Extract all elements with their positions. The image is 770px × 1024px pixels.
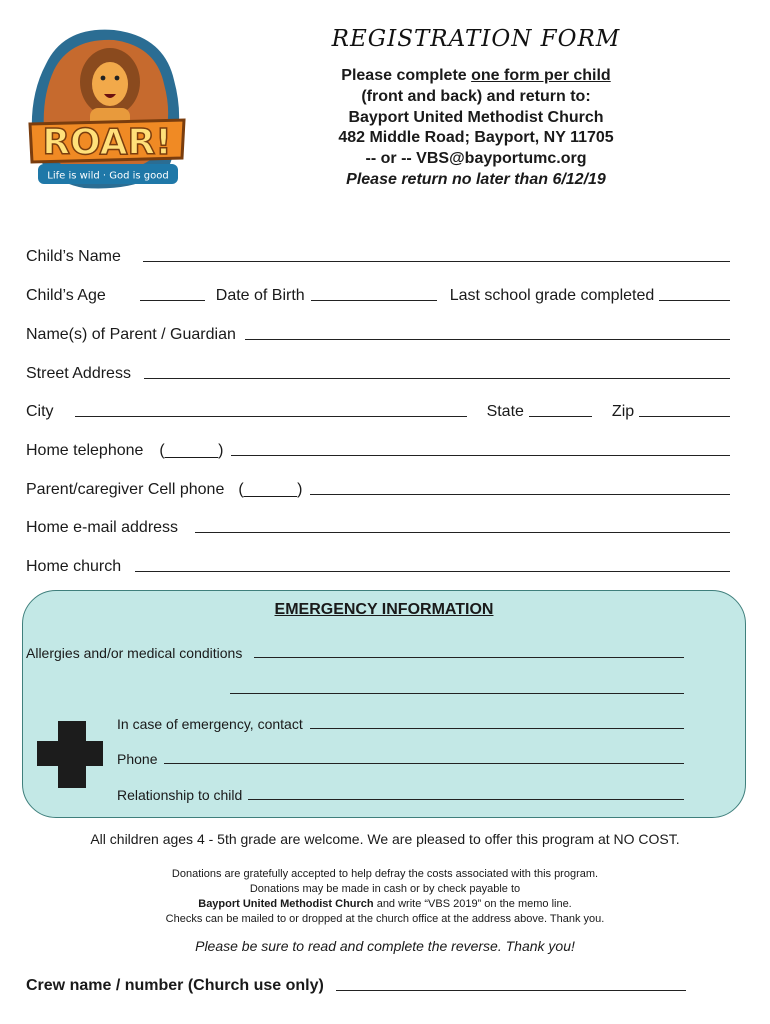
email-field[interactable] [195, 532, 730, 533]
street-label: Street Address [26, 365, 131, 382]
city-state-zip-row [26, 397, 730, 421]
street-row [26, 359, 730, 383]
relationship-label: Relationship to child [117, 787, 243, 803]
church-address: 482 Middle Road; Bayport, NY 11705 [338, 129, 614, 147]
zip-label: Zip [611, 403, 635, 420]
street-field[interactable] [144, 378, 730, 379]
reverse-side-note: Please be sure to read and complete the reverse. Thank you! [195, 938, 575, 954]
dob-label: Date of Birth [215, 287, 305, 304]
home-phone-label: Home telephone [26, 442, 144, 459]
emergency-phone-field[interactable] [164, 763, 684, 764]
relationship-row [117, 783, 684, 803]
emergency-phone-row [117, 747, 684, 767]
form-title: REGISTRATION FORM [331, 26, 621, 52]
age-dob-grade-row [26, 281, 730, 305]
email-row [26, 513, 730, 537]
church-name: Bayport United Methodist Church [348, 108, 604, 126]
logo-tagline: Life is wild · God is good [47, 170, 169, 182]
grade-field[interactable] [659, 300, 730, 301]
medical-cross-icon-bar [37, 741, 103, 766]
memo-instruction: and write “VBS 2019” on the memo line. [373, 898, 572, 910]
child-age-field[interactable] [140, 300, 205, 301]
child-name-field[interactable] [143, 261, 730, 262]
child-name-row [26, 242, 730, 266]
instruction-line2: (front and back) and return to: [361, 87, 591, 105]
parent-row [26, 320, 730, 344]
emergency-contact-row [117, 712, 684, 732]
crew-row [26, 971, 686, 995]
home-phone-area-code[interactable]: (______) [159, 442, 224, 459]
donations-notice [0, 867, 770, 927]
payee-name: Bayport United Methodist Church [198, 898, 374, 910]
donations-line4: Checks can be mailed to or dropped at the church office at the address above. Thank you. [165, 913, 605, 925]
allergies-field-line2[interactable] [230, 693, 684, 694]
emergency-contact-field[interactable] [310, 728, 684, 729]
roar-vbs-logo [24, 24, 192, 196]
instruction-underlined: one form per child [471, 67, 611, 84]
parent-field[interactable] [245, 339, 730, 340]
city-label: City [26, 403, 54, 420]
relationship-field[interactable] [248, 799, 684, 800]
home-church-row [26, 552, 730, 576]
donations-line2: Donations may be made in cash or by check payable to [249, 883, 521, 895]
home-phone-row [26, 436, 730, 460]
cell-phone-label: Parent/caregiver Cell phone [26, 481, 225, 498]
logo-word: ROAR! [42, 122, 172, 163]
cell-phone-field[interactable] [310, 494, 730, 495]
allergies-label: Allergies and/or medical conditions [26, 645, 243, 661]
crew-field[interactable] [336, 990, 686, 991]
email-label: Home e-mail address [26, 519, 179, 536]
zip-field[interactable] [639, 416, 730, 417]
cell-phone-area-code[interactable]: (______) [238, 481, 303, 498]
emergency-heading: EMERGENCY INFORMATION [274, 601, 494, 618]
donations-line1: Donations are gratefully accepted to help defray the costs associated with this program. [171, 868, 599, 880]
state-label: State [486, 403, 524, 420]
child-age-label: Child’s Age [26, 287, 106, 304]
parent-label: Name(s) of Parent / Guardian [26, 326, 236, 343]
allergies-row-2 [230, 677, 684, 697]
church-email: -- or -- VBS@bayportumc.org [365, 150, 587, 168]
home-church-field[interactable] [135, 571, 730, 572]
return-instructions [280, 66, 672, 191]
no-cost-notice: All children ages 4 - 5th grade are welcome. We are pleased to offer this program at NO COST. [90, 831, 680, 847]
instruction-line1-pre: Please complete [341, 67, 472, 84]
home-phone-field[interactable] [231, 455, 730, 456]
city-field[interactable] [75, 416, 467, 417]
crew-label: Crew name / number (Church use only) [26, 977, 324, 994]
dob-field[interactable] [311, 300, 437, 301]
cell-phone-row [26, 475, 730, 499]
emergency-phone-label: Phone [117, 751, 158, 767]
allergies-row [26, 641, 684, 661]
state-field[interactable] [529, 416, 592, 417]
home-church-label: Home church [26, 558, 122, 575]
return-deadline: Please return no later than 6/12/19 [346, 170, 606, 188]
grade-label: Last school grade completed [449, 287, 655, 304]
allergies-field[interactable] [254, 657, 684, 658]
child-name-label: Child’s Name [26, 248, 121, 265]
emergency-contact-label: In case of emergency, contact [117, 716, 303, 732]
